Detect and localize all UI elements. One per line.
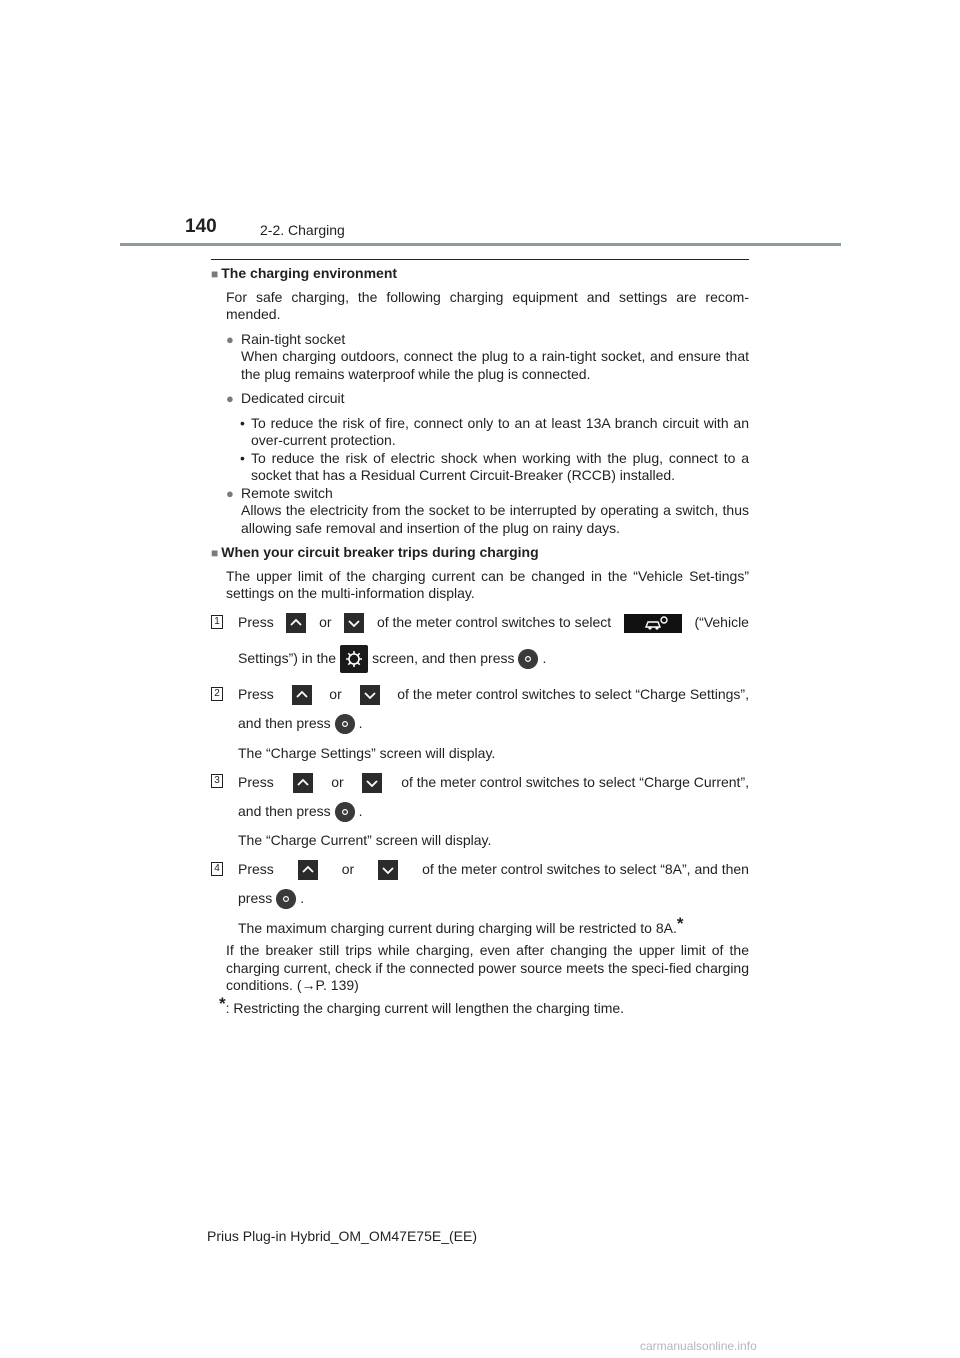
section-label: 2-2. Charging (260, 222, 345, 238)
square-bullet-icon: ■ (211, 546, 219, 560)
chevron-up-icon (286, 613, 306, 633)
step-number: 4 (211, 862, 223, 876)
section-heading-environment: ■ The charging environment (211, 265, 398, 281)
section-divider (211, 259, 749, 260)
footnote: *: Restricting the charging current will lengthen the charging time. (219, 993, 625, 1016)
step-note: The “Charge Settings” screen will display. (238, 744, 496, 761)
bullet-text: Allows the electricity from the socket to be interrupted by operating a switch, thus allowing safe removal and insertion of the plug on rainy days. (241, 502, 749, 536)
step-note: The maximum charging current during charging will be restricted to 8A.* (238, 913, 684, 936)
section-heading-breaker: ■ When your circuit breaker trips during charging (211, 544, 539, 560)
step-3: 3 Press or of the meter control switches to select “Charge Current”, and then press . The “Charge Current” screen will display. (211, 772, 749, 850)
chevron-up-icon (293, 773, 313, 793)
round-bullet-icon: ● (226, 331, 234, 347)
step-number: 2 (211, 687, 223, 701)
watermark: carmanualsonline.info (640, 1339, 757, 1353)
page-content (211, 265, 749, 1017)
closing-paragraph: If the breaker still trips while charging, even after changing the upper limit of the charging current, check if the connected power source meets the speci-fied charging conditions. (→P. 139) (226, 942, 749, 993)
breaker-intro: The upper limit of the charging current can be changed in the “Vehicle Set-tings” settings on the multi-information display. (226, 567, 749, 601)
bullet-item (211, 390, 749, 485)
footnote-mark: * (676, 913, 684, 933)
environment-intro: For safe charging, the following charging equipment and settings are recom-mended. (226, 288, 749, 322)
chevron-down-icon (362, 773, 382, 793)
chevron-down-icon (378, 860, 398, 880)
page-number: 140 (185, 216, 217, 237)
ok-button-icon (335, 714, 355, 734)
bullet-item (211, 331, 749, 384)
round-bullet-icon: ● (226, 485, 234, 501)
footnote-mark: * (219, 993, 226, 1013)
sub-bullet-item: • To reduce the risk of fire, connect only to an at least 13A branch circuit with an over-current protection. (240, 414, 749, 448)
step-number: 3 (211, 774, 223, 788)
ok-button-icon (335, 802, 355, 822)
document-id: Prius Plug-in Hybrid_OM_OM47E75E_(EE) (207, 1228, 477, 1244)
square-bullet-icon: ■ (211, 267, 219, 281)
step-4: 4 Press or of the meter control switches to select “8A”, and then press . The maximum charging current during charging will be restricted to 8A.* (211, 860, 749, 938)
chevron-down-icon (360, 685, 380, 705)
bullet-title: Rain-tight socket (241, 330, 346, 347)
step-number: 1 (211, 615, 223, 629)
ok-button-icon (276, 889, 296, 909)
round-bullet-icon: ● (226, 391, 234, 406)
header-rule (120, 243, 841, 246)
chevron-up-icon (292, 685, 312, 705)
vehicle-settings-icon (624, 614, 682, 633)
step-note: The “Charge Current” screen will display. (238, 832, 492, 848)
bullet-title: Remote switch (241, 484, 333, 501)
chevron-down-icon (344, 613, 364, 633)
bullet-text: When charging outdoors, connect the plug to a rain-tight socket, and ensure that the plug remains waterproof while the plug is connected. (241, 348, 749, 382)
step-2: 2 Press or of the meter control switches to select “Charge Settings”, and then press . The “Charge Settings” screen will display. (211, 685, 749, 763)
sub-bullet-item: • To reduce the risk of electric shock when working with the plug, connect to a socket that has a Residual Current Circuit-Breaker (RCCB) installed. (240, 449, 749, 483)
bullet-title: Dedicated circuit (241, 390, 345, 406)
chevron-up-icon (298, 860, 318, 880)
bullet-item (211, 485, 749, 538)
ok-button-icon (518, 649, 538, 669)
settings-gear-icon (340, 645, 368, 673)
step-1: 1 Press or of the meter control switches to select (“Vehicle Settings”) in the screen, and then press . (211, 613, 749, 673)
